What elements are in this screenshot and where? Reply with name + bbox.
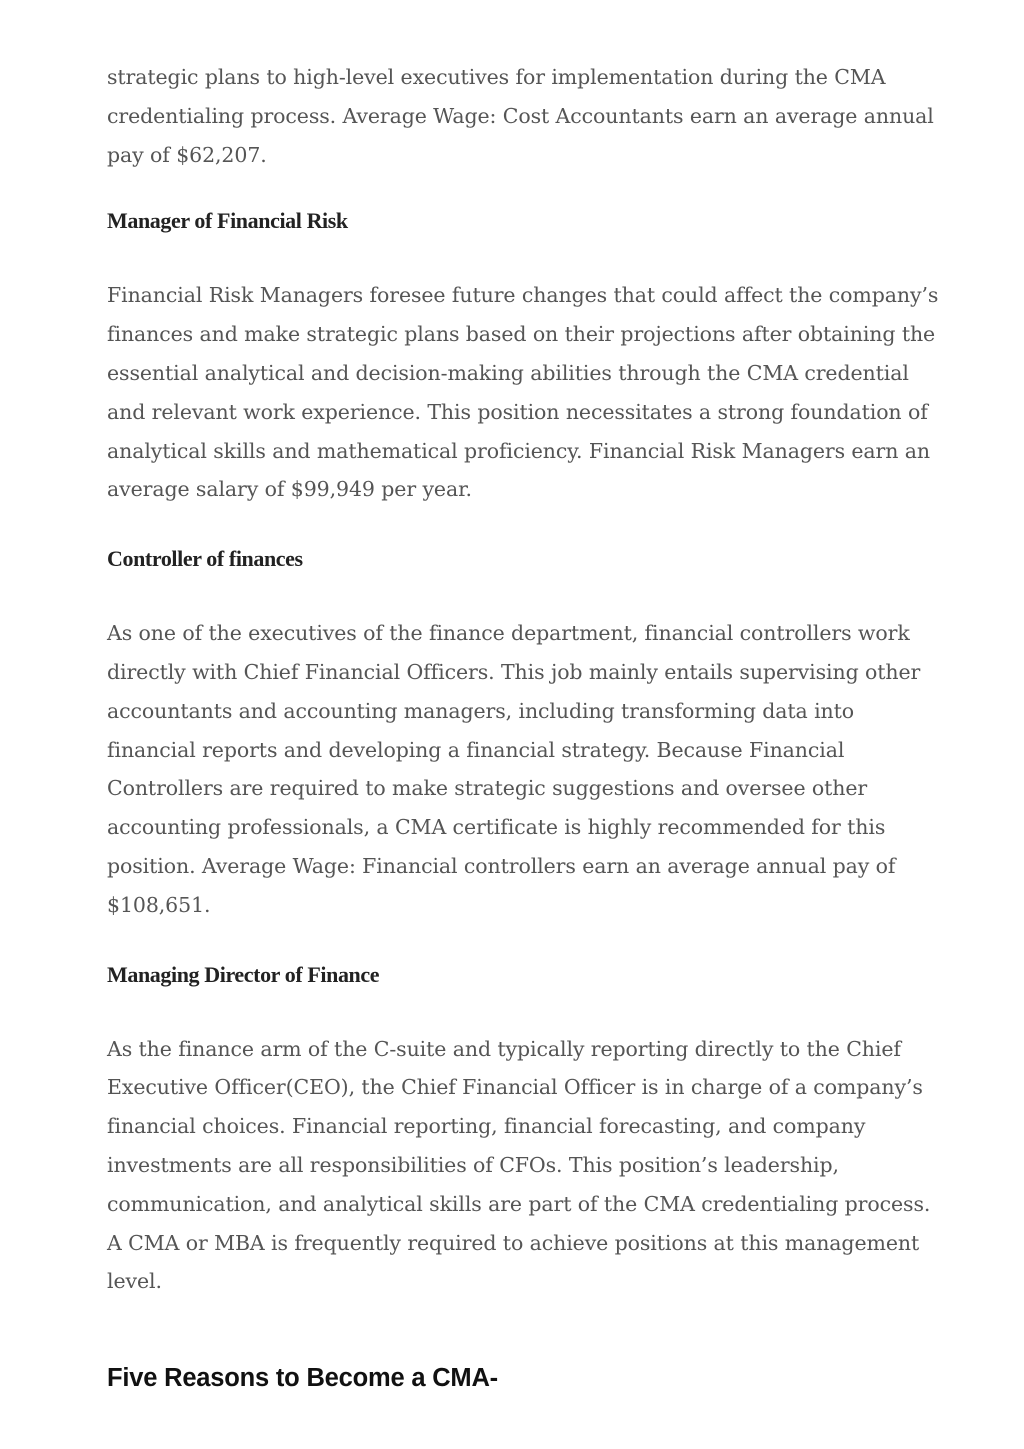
section-title-five-reasons: Five Reasons to Become a CMA- xyxy=(107,1364,498,1393)
article-body xyxy=(107,58,947,1395)
paragraph-managing-director: As the finance arm of the C-suite and typically reporting directly to the Chief Executive Officer(CEO), the Chief Financial Officer is in charge of a company’s financial choices. Financial reporting, financial forecasting, and company investments are all responsibilities of CFOs. This position’s leadership, communication, and analytical skills are part of the CMA credentialing process. A CMA or MBA is frequently required to achieve positions at this management level. xyxy=(107,1036,931,1294)
heading-controller-of-finances: Controller of finances xyxy=(107,546,303,572)
heading-managing-director: Managing Director of Finance xyxy=(107,961,380,987)
paragraph-financial-risk: Financial Risk Managers foresee future changes that could affect the company’s finances and make strategic plans based on their projections after obtaining the essential analytical and decision-making abilities through the CMA credential and relevant work experience. This position necessitates a strong foundation of analytical skills and mathematical proficiency. Financial Risk Managers earn an average salary of $99,949 per year. xyxy=(107,283,939,502)
heading-manager-of-financial-risk: Manager of Financial Risk xyxy=(107,208,348,234)
intro-paragraph: strategic plans to high-level executives for implementation during the CMA credentialing process. Average Wage: Cost Accountants earn an average annual pay of $62,207. xyxy=(107,65,934,167)
paragraph-controller: As one of the executives of the finance department, financial controllers work directly with Chief Financial Officers. This job mainly entails supervising other accountants and accounting managers, including transforming data into financial reports and developing a financial strategy. Because Financial Controllers are required to make strategic suggestions and oversee other accounting professionals, a CMA certificate is highly recommended for this position. Average Wage: Financial controllers earn an average annual pay of $108,651. xyxy=(107,621,921,917)
